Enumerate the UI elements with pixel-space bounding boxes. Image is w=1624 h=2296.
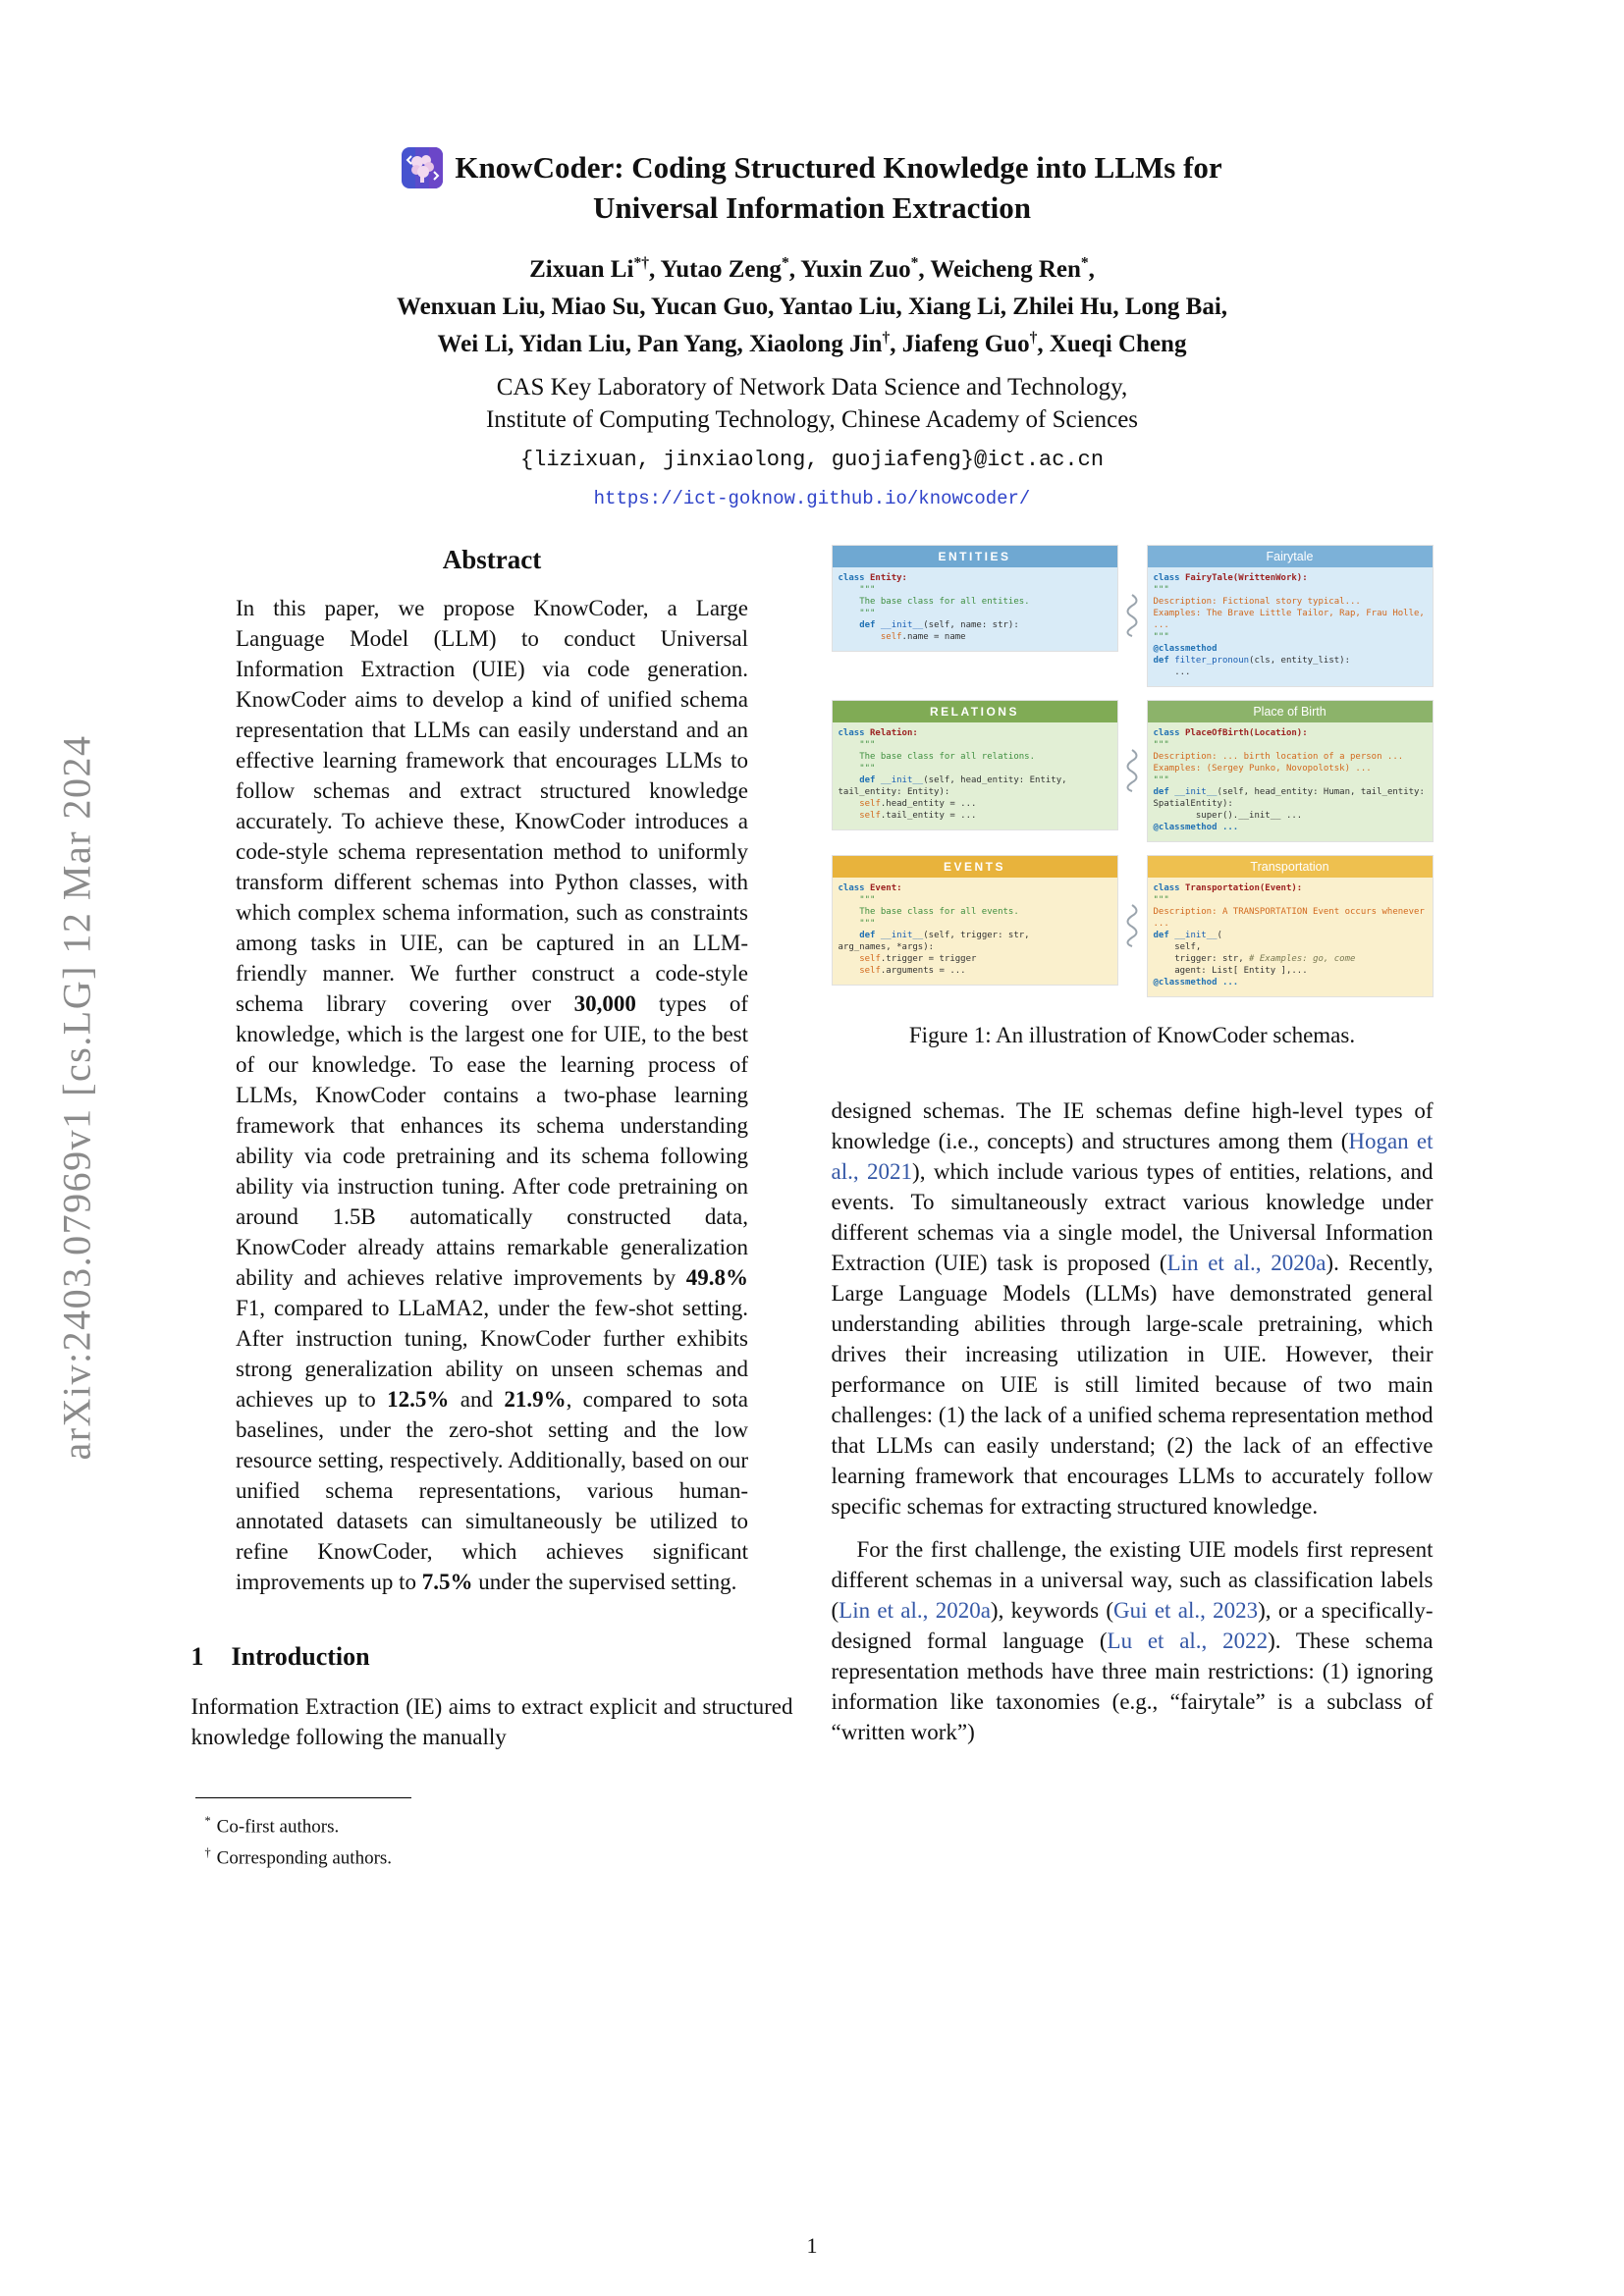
- code-line: self.name = name: [880, 631, 966, 642]
- place-of-birth-panel-code: [1148, 722, 1433, 841]
- affiliation-line-1: CAS Key Laboratory of Network Data Science and Technology,: [496, 373, 1128, 400]
- code-line: """: [838, 584, 876, 595]
- code-line: def __init__(self, name: str):: [859, 619, 1019, 630]
- code-line: def __init__(self, trigger: str,: [859, 930, 1030, 940]
- relations-panel-header: RELATIONS: [833, 701, 1117, 722]
- footnote-corresponding: [191, 1840, 793, 1871]
- section-number: 1: [190, 1641, 204, 1671]
- code-line: def __init__(: [1153, 930, 1222, 940]
- project-url-link[interactable]: https://ict-goknow.github.io/knowcoder/: [593, 487, 1031, 509]
- schema-figure-grid: [832, 545, 1434, 997]
- code-line: """: [1153, 894, 1169, 905]
- paper-content: [191, 0, 1434, 1871]
- fairytale-panel-code: [1148, 567, 1433, 686]
- transportation-schema-panel: [1147, 855, 1434, 997]
- footnote-marker: *: [204, 1813, 211, 1828]
- code-line: class Relation:: [838, 727, 918, 738]
- code-line: def __init__(self, head_entity: Human, tail_entity:: [1153, 786, 1425, 797]
- code-line: @classmethod ...: [1153, 977, 1239, 988]
- authors-line-2: Wenxuan Liu, Miao Su, Yucan Guo, Yantao Liu, Xiang Li, Zhilei Hu, Long Bai,: [396, 293, 1228, 320]
- entities-schema-panel: [832, 545, 1118, 652]
- footnote-text: Corresponding authors.: [216, 1847, 393, 1869]
- code-line: """: [838, 918, 876, 929]
- code-line: The base class for all events.: [838, 906, 1019, 917]
- code-line: The base class for all entities.: [838, 596, 1030, 607]
- code-line: Examples: (Sergey Punko, Novopolotsk) ...: [1153, 763, 1372, 774]
- entities-panel-code: [833, 567, 1117, 651]
- relations-schema-panel: [832, 700, 1118, 830]
- code-line: tail_entity: Entity):: [838, 786, 950, 797]
- code-line: """: [838, 763, 876, 774]
- fairytale-panel-header: Fairytale: [1148, 546, 1433, 567]
- authors-line-1: Zixuan Li*†, Yutao Zeng*, Yuxin Zuo*, Weicheng Ren*,: [529, 254, 1095, 283]
- code-line: def __init__(self, head_entity: Entity,: [859, 774, 1067, 785]
- code-line: """: [838, 894, 876, 905]
- code-line: class PlaceOfBirth(Location):: [1153, 727, 1308, 738]
- code-line: """: [1153, 584, 1169, 595]
- code-line: super().__init__ ...: [1153, 810, 1303, 821]
- right-column: [832, 545, 1434, 1872]
- code-line: SpatialEntity):: [1153, 798, 1233, 809]
- code-line: Description: ... birth location of a person ...: [1153, 751, 1404, 762]
- arxiv-watermark: arXiv:2403.07969v1 [cs.LG] 12 Mar 2024: [54, 734, 99, 1461]
- footnotes-block: [191, 1797, 793, 1872]
- code-line: self,: [1153, 941, 1202, 952]
- left-column: [191, 545, 793, 1872]
- code-line: """: [1153, 774, 1169, 785]
- affiliation-line-2: Institute of Computing Technology, Chinese Academy of Sciences: [485, 405, 1139, 433]
- code-line: @classmethod: [1153, 643, 1218, 654]
- contact-email: {lizixuan, jinxiaolong, guojiafeng}@ict.ac.cn: [519, 447, 1105, 472]
- code-line: Description: Fictional story typical...: [1153, 596, 1361, 607]
- section-title: Introduction: [231, 1641, 370, 1671]
- events-panel-code: [833, 878, 1117, 985]
- code-line: class Entity:: [838, 572, 907, 583]
- footnote-rule: [195, 1797, 411, 1798]
- footnote-cofirst: [191, 1808, 793, 1840]
- connector-squiggle-icon: [1120, 593, 1144, 638]
- page-number: 1: [806, 2233, 818, 2258]
- authors-block: [191, 251, 1434, 363]
- title-row: [191, 147, 1434, 188]
- fairytale-schema-panel: [1147, 545, 1434, 687]
- paper-header: [191, 147, 1434, 509]
- body-paragraph-1: designed schemas. The IE schemas define high-level types of knowledge (i.e., concepts) and structures among them (Hogan et al., 2021), which include various types of entities, relations, and events. To simultaneously extract various knowledge under different schemas via a single model, the Universal Information Extraction (UIE) task is proposed (Lin et al., 2020a). Recently, Large Language Models (LLMs) have demonstrated general understanding abilities through large-scale pretraining, which drives their increasing utilization in UIE. However, their performance on UIE is still limited because of two main challenges: (1) the lack of a unified schema representation method that LLMs can easily understand; (2) the lack of an effective learning framework that encourages LLMs to accurately follow specific schemas for extracting structured knowledge.: [831, 1097, 1434, 1519]
- code-line: Examples: The Brave Little Tailor, Rap, Frau Holle, ...: [1153, 608, 1431, 630]
- code-line: ...: [1153, 667, 1191, 677]
- body-paragraph-2: For the first challenge, the existing UIE models first represent different schemas in a universal way, such as classification labels (Lin et al., 2020a), keywords (Gui et al., 2023), or a specifically-designed formal language (Lu et al., 2022). These schema representation methods have three main restrictions: (1) ignoring information like taxonomies (e.g., “fairytale” is a subclass of “written work”): [831, 1536, 1434, 1744]
- connector-squiggle-icon: [1120, 903, 1144, 948]
- code-line: @classmethod ...: [1153, 822, 1239, 832]
- code-line: self.arguments = ...: [859, 965, 966, 976]
- footnote-text: Co-first authors.: [216, 1816, 340, 1837]
- section-heading-introduction: [191, 1642, 793, 1672]
- code-line: """: [838, 739, 876, 750]
- introduction-paragraph: Information Extraction (IE) aims to extract explicit and structured knowledge following the manually: [190, 1693, 793, 1749]
- two-column-body: [191, 545, 1434, 1872]
- events-panel-header: EVENTS: [833, 856, 1117, 878]
- citation-link[interactable]: Lin et al., 2020a: [1166, 1250, 1326, 1275]
- transportation-panel-code: [1148, 878, 1433, 996]
- code-line: def filter_pronoun(cls, entity_list):: [1153, 655, 1350, 666]
- code-line: class Event:: [838, 882, 902, 893]
- code-line: """: [838, 608, 876, 618]
- code-line: Description: A TRANSPORTATION Event occurs whenever ...: [1153, 906, 1431, 929]
- relations-panel-code: [833, 722, 1117, 829]
- place-of-birth-panel-header: Place of Birth: [1148, 701, 1433, 722]
- code-line: class FairyTale(WrittenWork):: [1153, 572, 1308, 583]
- transportation-panel-header: Transportation: [1148, 856, 1433, 878]
- knowcoder-logo-icon: [402, 147, 443, 188]
- figure-1-caption: Figure 1: An illustration of KnowCoder schemas.: [908, 1022, 1356, 1047]
- code-line: self.head_entity = ...: [859, 798, 977, 809]
- affiliation-block: [191, 371, 1434, 436]
- code-line: self.trigger = trigger: [859, 953, 977, 964]
- citation-link[interactable]: Lin et al., 2020a: [839, 1597, 991, 1623]
- citation-link[interactable]: Lu et al., 2022: [1107, 1628, 1269, 1653]
- code-line: The base class for all relations.: [838, 751, 1035, 762]
- place-of-birth-schema-panel: [1147, 700, 1434, 842]
- code-line: class Transportation(Event):: [1153, 882, 1303, 893]
- abstract-text: In this paper, we propose KnowCoder, a Large Language Model (LLM) to conduct Universal Information Extraction (UIE) via code generation. KnowCoder aims to develop a kind of unified schema representation that LLMs can easily understand and an effective learning framework that encourages LLMs to follow schemas and extract structured knowledge accurately. To achieve these, KnowCoder introduces a code-style schema representation method to uniformly transform different schemas into Python classes, with which complex schema information, such as constraints among tasks in UIE, can be captured in an LLM-friendly manner. We further construct a code-style schema library covering over 30,000 types of knowledge, which is the largest one for UIE, to the best of our knowledge. To ease the learning process of LLMs, KnowCoder contains a two-phase learning framework that enhances its schema understanding ability via code pretraining and its schema following ability via instruction tuning. After code pretraining on around 1.5B automatically constructed data, KnowCoder already attains remarkable generalization ability and achieves relative improvements by 49.8% F1, compared to LLaMA2, under the few-shot setting. After instruction tuning, KnowCoder further exhibits strong generalization ability on unseen schemas and achieves up to 12.5% and 21.9%, compared to sota baselines, under the zero-shot setting and the low resource setting, respectively. Additionally, based on our unified schema representations, various human-annotated datasets can simultaneously be utilized to refine KnowCoder, which achieves significant improvements up to 7.5% under the supervised setting.: [236, 595, 748, 1594]
- paper-title-line2: Universal Information Extraction: [592, 190, 1032, 225]
- events-schema-panel: [832, 855, 1118, 986]
- code-line: agent: List[ Entity ],...: [1153, 965, 1308, 976]
- code-line: """: [1153, 631, 1169, 642]
- code-line: self.tail_entity = ...: [859, 810, 977, 821]
- footnote-marker: †: [204, 1845, 211, 1859]
- code-line: trigger: str, # Examples: go, come: [1153, 953, 1356, 964]
- code-line: arg_names, *args):: [838, 941, 935, 952]
- citation-link[interactable]: Hogan et al., 2021: [831, 1128, 1434, 1184]
- abstract-heading: Abstract: [442, 544, 542, 574]
- entities-panel-header: ENTITIES: [833, 546, 1117, 567]
- citation-link[interactable]: Gui et al., 2023: [1113, 1597, 1259, 1623]
- authors-line-3: Wei Li, Yidan Liu, Pan Yang, Xiaolong Jin†, Jiafeng Guo†, Xueqi Cheng: [437, 329, 1187, 357]
- code-line: """: [1153, 739, 1169, 750]
- paper-title-line1: KnowCoder: Coding Structured Knowledge into LLMs for: [455, 150, 1222, 186]
- figure-1: [832, 545, 1434, 1048]
- connector-squiggle-icon: [1120, 748, 1144, 793]
